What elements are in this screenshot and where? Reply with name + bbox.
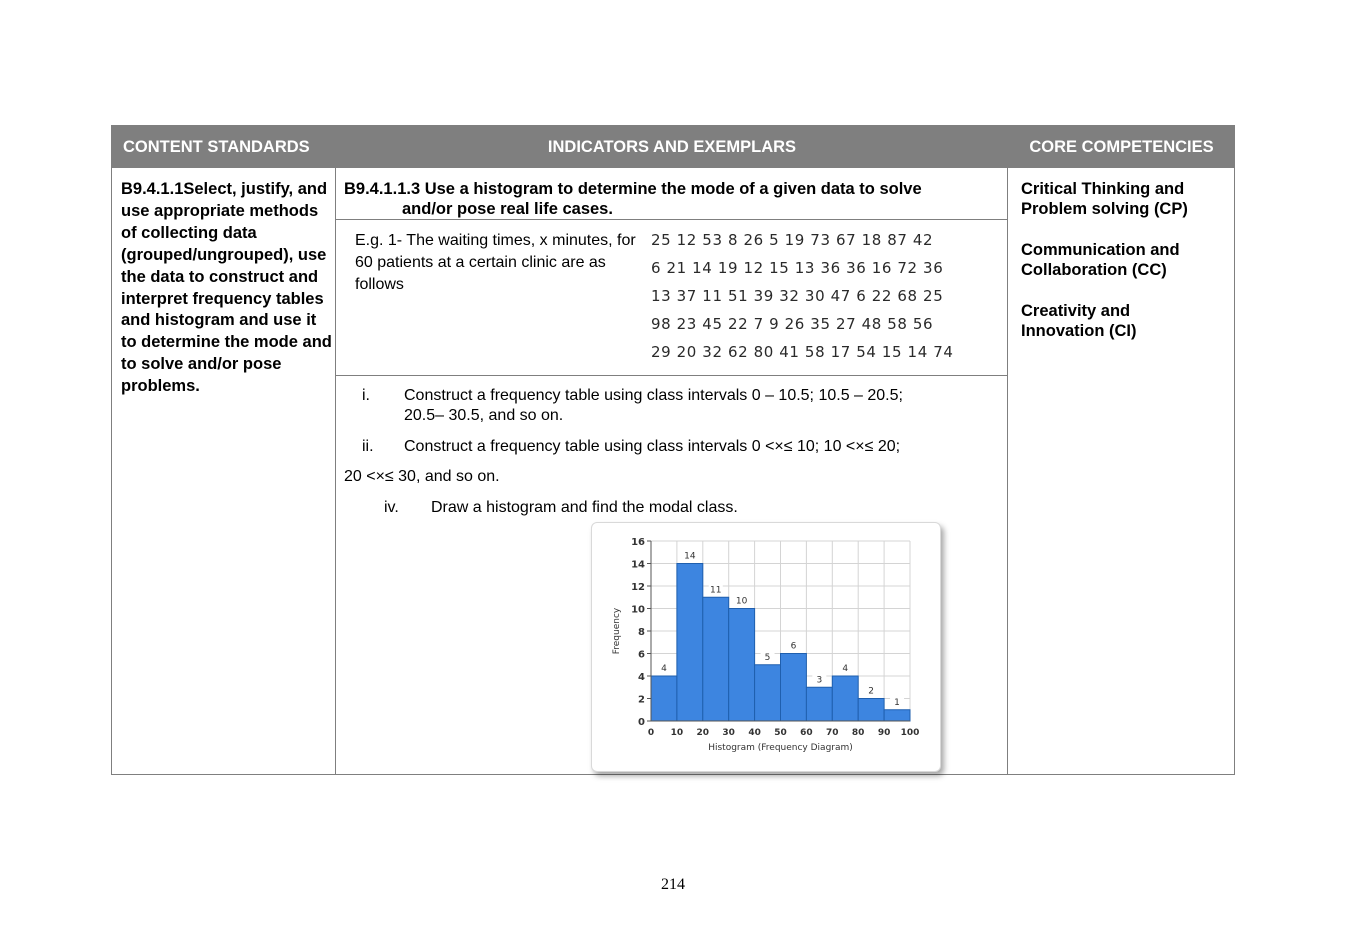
- data-row: 6 21 14 19 12 15 13 36 36 16 72 36: [651, 259, 944, 277]
- row-divider: [336, 219, 1007, 220]
- bar-value-label: 14: [684, 551, 696, 562]
- histogram-bar: [729, 609, 755, 722]
- histogram-bar: [832, 676, 858, 721]
- x-tick-label: 50: [774, 728, 787, 738]
- y-tick-label: 10: [631, 604, 645, 616]
- task-ii-number: ii.: [362, 438, 374, 455]
- content-standard-text: B9.4.1.1Select, justify, and use appropriate methods of collecting data (grouped/ungrouped), use the data to construct and interpret frequency tables and histogram and use it to determine the mode and to solve and/or pose problems.: [121, 180, 332, 396]
- task-i-line1: Construct a frequency table using class intervals 0 – 10.5; 10.5 – 20.5;: [404, 387, 903, 404]
- histogram-chart: [591, 522, 941, 772]
- x-tick-label: 0: [647, 728, 655, 738]
- histogram-bar: [703, 597, 729, 721]
- competency-ci-line2: Innovation (CI): [1021, 322, 1137, 340]
- header-content-standards: CONTENT STANDARDS: [112, 126, 336, 168]
- x-tick-label: 30: [722, 728, 735, 738]
- data-row: 25 12 53 8 26 5 19 73 67 18 87 42: [651, 231, 934, 249]
- data-row: 13 37 11 51 39 32 30 47 6 22 68 25: [651, 287, 944, 305]
- competency-cp-line1: Critical Thinking and: [1021, 180, 1185, 198]
- task-iv-text: Draw a histogram and find the modal class.: [431, 499, 738, 516]
- bar-value-label: 4: [842, 664, 849, 674]
- data-row: 98 23 45 22 7 9 26 35 27 48 58 56: [651, 315, 934, 333]
- x-tick-label: 100: [900, 728, 920, 738]
- bar-value-label: 2: [868, 686, 875, 697]
- indicator-title-line1: B9.4.1.1.3 Use a histogram to determine the mode of a given data to solve: [344, 180, 922, 198]
- competency-cc-line2: Collaboration (CC): [1021, 261, 1167, 279]
- x-tick-label: 80: [851, 728, 865, 738]
- bar-value-label: 4: [661, 664, 667, 674]
- x-axis-title: Histogram (Frequency Diagram): [708, 743, 853, 753]
- x-tick-label: 20: [696, 728, 710, 738]
- histogram-svg: [592, 523, 940, 771]
- column-divider: [335, 126, 336, 774]
- bar-value-label: 1: [894, 697, 900, 708]
- competency-ci: [1021, 301, 1221, 341]
- y-tick-label: 0: [638, 717, 645, 728]
- header-indicators-exemplars: INDICATORS AND EXEMPLARS: [336, 126, 1008, 168]
- bar-value-label: 3: [816, 675, 823, 686]
- y-tick-label: 8: [638, 627, 645, 638]
- histogram-bar: [884, 710, 910, 721]
- bar-value-label: 10: [735, 596, 748, 607]
- histogram-bar: [858, 699, 884, 722]
- curriculum-table: [111, 125, 1235, 775]
- task-i-line2: 20.5– 30.5, and so on.: [404, 407, 564, 424]
- indicator-title: [344, 179, 1004, 219]
- task-i-number: i.: [362, 387, 370, 404]
- x-tick-label: 90: [877, 728, 891, 738]
- competency-cp: [1021, 179, 1221, 219]
- page-number: 214: [661, 876, 685, 893]
- y-tick-label: 2: [638, 694, 645, 706]
- y-tick-label: 12: [631, 582, 645, 593]
- histogram-bar: [806, 687, 832, 721]
- x-tick-label: 10: [670, 728, 684, 738]
- task-ii-line2: 20 <×≤ 30, and so on.: [344, 468, 500, 485]
- task-iv-number: iv.: [384, 499, 399, 516]
- example-description: E.g. 1- The waiting times, x minutes, for 60 patients at a certain clinic are as follows: [355, 232, 636, 293]
- competency-cc: [1021, 240, 1221, 280]
- histogram-bar: [651, 676, 677, 721]
- histogram-bar: [677, 564, 703, 722]
- y-tick-label: 16: [631, 537, 645, 548]
- bar-value-label: 5: [764, 652, 771, 663]
- y-tick-label: 4: [638, 672, 645, 683]
- y-axis-title: Frequency: [612, 607, 622, 655]
- competency-ci-line1: Creativity and: [1021, 302, 1131, 320]
- column-divider: [1007, 126, 1008, 774]
- y-tick-label: 14: [631, 559, 645, 571]
- histogram-bar: [781, 654, 807, 722]
- bar-value-label: 6: [790, 641, 797, 652]
- task-i-text: [404, 386, 974, 426]
- row-divider: [336, 375, 1007, 376]
- data-row: 29 20 32 62 80 41 58 17 54 15 14 74: [651, 343, 954, 361]
- task-ii-line1: Construct a frequency table using class intervals 0 <×≤ 10; 10 <×≤ 20;: [404, 438, 901, 455]
- task-ii-continuation: [344, 467, 500, 487]
- y-tick-label: 6: [638, 649, 645, 661]
- histogram-bar: [755, 665, 781, 721]
- bar-value-label: 11: [710, 585, 722, 596]
- competency-cp-line2: Problem solving (CP): [1021, 200, 1188, 218]
- competency-cc-line1: Communication and: [1021, 241, 1180, 259]
- x-tick-label: 70: [826, 728, 839, 738]
- header-core-competencies: CORE COMPETENCIES: [1008, 126, 1235, 168]
- x-tick-label: 60: [800, 728, 813, 738]
- indicator-title-line2: and/or pose real life cases.: [402, 200, 613, 218]
- waiting-times-data: [651, 226, 991, 366]
- x-tick-label: 40: [748, 728, 761, 738]
